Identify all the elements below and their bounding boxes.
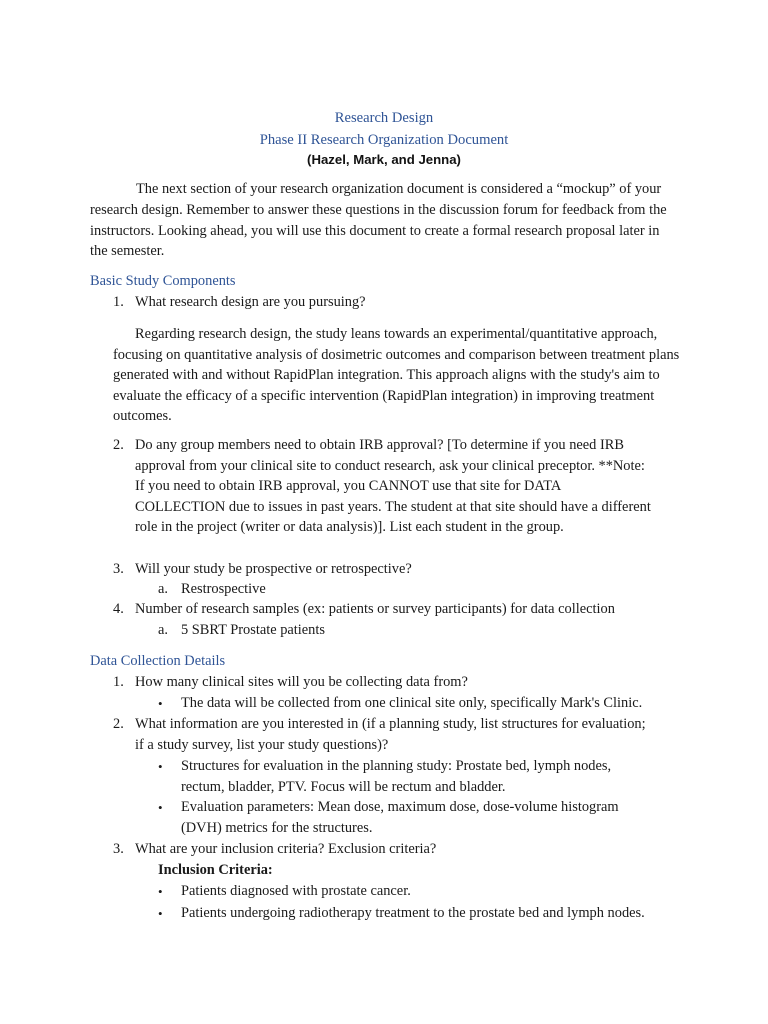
bullet-icon: • bbox=[158, 906, 163, 921]
question-text: Number of research samples (ex: patients or survey participants) for data collection bbox=[135, 601, 615, 617]
bullet-icon: • bbox=[158, 696, 163, 711]
question-line: What information are you interested in (if a planning study, list structures for evaluation; bbox=[135, 716, 646, 732]
sub-item-label: a. bbox=[158, 622, 168, 638]
question-line: approval from your clinical site to conduct research, ask your clinical preceptor. **Note: bbox=[135, 458, 645, 474]
intro-text: The next section of your research organization document is considered a “mockup” of your research design. Remember to answer these questions in the discussion forum for feedback from the instructors. Looking ahead, you will use this document to create a formal research proposal later in the semester. bbox=[90, 181, 667, 260]
sub-item-text: Restrospective bbox=[181, 581, 266, 597]
question-number: 1. bbox=[113, 294, 124, 310]
question-line: role in the project (writer or data analysis)]. List each student in the group. bbox=[135, 519, 564, 535]
bullet-text: The data will be collected from one clinical site only, specifically Mark's Clinic. bbox=[181, 695, 643, 711]
bullet-text: (DVH) metrics for the structures. bbox=[181, 820, 373, 836]
question-text: Will your study be prospective or retrospective? bbox=[135, 561, 412, 577]
bullet-icon: • bbox=[158, 800, 163, 815]
question-number: 3. bbox=[113, 561, 124, 577]
question-text: What research design are you pursuing? bbox=[135, 294, 366, 310]
question-number: 3. bbox=[113, 841, 124, 857]
bullet-text: Evaluation parameters: Mean dose, maximum dose, dose-volume histogram bbox=[181, 799, 619, 815]
intro-paragraph bbox=[90, 179, 680, 262]
question-line: if a study survey, list your study questions)? bbox=[135, 737, 389, 753]
question-line: If you need to obtain IRB approval, you CANNOT use that site for DATA bbox=[135, 478, 562, 494]
inclusion-criteria-label: Inclusion Criteria: bbox=[158, 862, 273, 878]
question-number: 1. bbox=[113, 674, 124, 690]
section-heading-basic: Basic Study Components bbox=[90, 273, 236, 289]
sub-item-label: a. bbox=[158, 581, 168, 597]
question-number: 2. bbox=[113, 716, 124, 732]
bullet-text: rectum, bladder, PTV. Focus will be rectum and bladder. bbox=[181, 779, 506, 795]
question-text: How many clinical sites will you be collecting data from? bbox=[135, 674, 468, 690]
bullet-icon: • bbox=[158, 759, 163, 774]
bullet-text: Patients diagnosed with prostate cancer. bbox=[181, 883, 411, 899]
question-number: 4. bbox=[113, 601, 124, 617]
document-authors: (Hazel, Mark, and Jenna) bbox=[307, 152, 461, 167]
answer-text: Regarding research design, the study leans towards an experimental/quantitative approach, focusing on quantitative analysis of dosimetric outcomes and comparison between treatment plans generated with and without RapidPlan integration. This approach aligns with the study's aim to evaluate the efficacy of a specific intervention (RapidPlan integration) in improving treatment outcomes. bbox=[113, 326, 680, 425]
question-text: What are your inclusion criteria? Exclusion criteria? bbox=[135, 841, 437, 857]
answer-basic-1 bbox=[113, 324, 683, 427]
bullet-text: Patients undergoing radiotherapy treatment to the prostate bed and lymph nodes. bbox=[181, 905, 645, 921]
document-title: Research Design bbox=[334, 110, 434, 126]
question-line: COLLECTION due to issues in past years. The student at that site should have a different bbox=[135, 499, 651, 515]
bullet-text: Structures for evaluation in the planning study: Prostate bed, lymph nodes, bbox=[181, 758, 612, 774]
question-number: 2. bbox=[113, 437, 124, 453]
sub-item-text: 5 SBRT Prostate patients bbox=[181, 622, 325, 638]
section-heading-collection: Data Collection Details bbox=[90, 653, 226, 669]
document-subtitle: Phase II Research Organization Document bbox=[259, 132, 509, 148]
bullet-icon: • bbox=[158, 884, 163, 899]
question-line: Do any group members need to obtain IRB approval? [To determine if you need IRB bbox=[135, 437, 624, 453]
